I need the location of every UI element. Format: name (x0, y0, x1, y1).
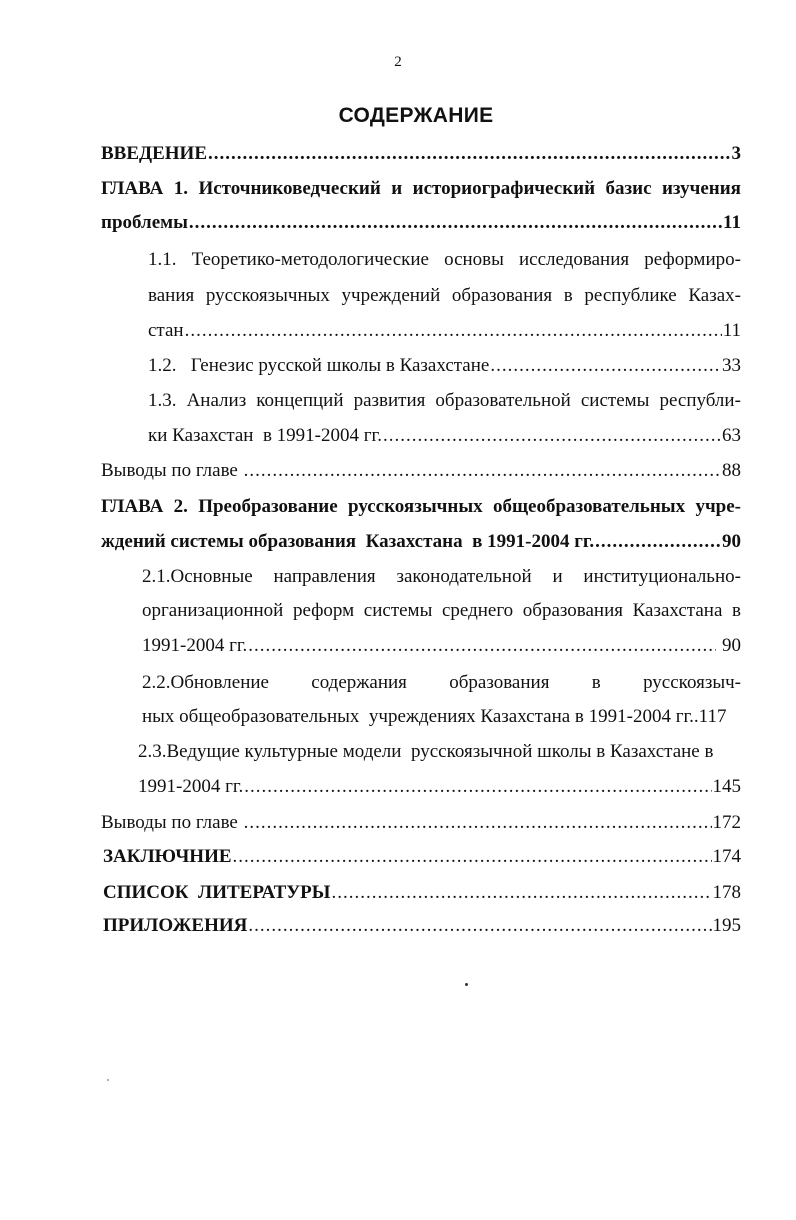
leader-dots (244, 812, 712, 834)
toc-label: ки Казахстан в 1991-2004 гг. (148, 425, 382, 446)
toc-entry-intro[interactable] (101, 143, 741, 169)
word: 2.1.Основные (142, 566, 253, 587)
toc-entry-conclusion[interactable] (103, 846, 741, 872)
word: законодательной (396, 566, 532, 587)
scan-speck (107, 1079, 109, 1081)
toc-entry-conclusions-2[interactable] (101, 812, 741, 838)
word: развития (353, 390, 426, 411)
word: республи- (659, 390, 741, 411)
word: основы (444, 249, 504, 270)
scan-speck (465, 983, 468, 986)
toc-page: 88 (722, 460, 741, 481)
leader-dots (244, 460, 721, 482)
word: реформ (292, 600, 355, 621)
leader-dots (248, 635, 716, 657)
toc-entry-1-1-line2[interactable] (148, 285, 741, 311)
toc-entry-1-3-line2[interactable] (148, 425, 741, 451)
word: Теоретико-методологические (191, 249, 429, 270)
word: вания (148, 285, 195, 306)
word: русскоязычных (348, 496, 483, 517)
word: в (731, 600, 741, 621)
word: среднего (441, 600, 514, 621)
word: 2.2.Обновление (142, 672, 269, 693)
toc-page: 172 (712, 812, 741, 833)
word: учре- (695, 496, 741, 517)
toc-entry-1-1-line1[interactable] (148, 249, 741, 275)
toc-label: ждений системы образования Казахстана в 1991-2004 гг. (101, 531, 595, 552)
word: 1.1. (148, 249, 177, 270)
toc-label: СПИСОК ЛИТЕРАТУРЫ (103, 882, 331, 903)
toc-label: 2.3.Ведущие культурные модели русскоязычной школы в Казахстане в (138, 741, 714, 762)
toc-entry-2-1-line1[interactable] (142, 566, 741, 592)
page-title: СОДЕРЖАНИЕ (338, 104, 494, 127)
word: Казах- (688, 285, 741, 306)
word: образования (522, 600, 624, 621)
word: системы (580, 390, 650, 411)
toc-page: 11 (723, 212, 741, 233)
word: 1. (173, 178, 188, 199)
leader-dots (595, 531, 721, 553)
toc-entry-2-1-line3[interactable] (142, 635, 741, 661)
toc-entry-2-3-line2[interactable] (138, 776, 741, 802)
word: историографический (412, 178, 596, 199)
word: ГЛАВА (101, 178, 164, 199)
word: концепций (256, 390, 344, 411)
word: русскоязыч- (643, 672, 741, 693)
leader-dots (244, 776, 711, 798)
word: общеобразовательных (493, 496, 686, 517)
word: Анализ (186, 390, 247, 411)
toc-entry-appendices[interactable] (103, 915, 741, 941)
word: системы (363, 600, 433, 621)
toc-label: ВВЕДЕНИЕ (101, 143, 207, 164)
toc-label: Выводы по главе (101, 460, 243, 481)
toc-entry-1-2[interactable] (148, 355, 741, 381)
word: образования (449, 672, 550, 693)
word: 2. (173, 496, 188, 517)
toc-label: ных общеобразовательных учреждениях Казахстана в 1991-2004 гг..117 (142, 706, 727, 727)
toc-entry-2-3-line1[interactable] (138, 741, 741, 767)
toc-entry-2-2-line2[interactable] (142, 706, 741, 732)
toc-page: 33 (722, 355, 741, 376)
word: в (591, 672, 601, 693)
word: организационной (142, 600, 284, 621)
leader-dots (248, 915, 711, 937)
toc-entry-conclusions-1[interactable] (101, 460, 741, 486)
page-number: 2 (394, 54, 402, 70)
toc-label: 1991-2004 гг. (142, 635, 248, 656)
toc-page: 90 (722, 531, 741, 552)
toc-label: проблемы (101, 212, 188, 233)
toc-page: 11 (722, 320, 741, 341)
toc-page: 3 (731, 143, 741, 164)
toc-label: стан (148, 320, 184, 341)
word: Казахстана (632, 600, 723, 621)
toc-label: Выводы по главе (101, 812, 243, 833)
word: русскоязычных (205, 285, 330, 306)
word: образовательной (435, 390, 571, 411)
toc-entry-1-3-line1[interactable] (148, 390, 741, 416)
toc-label: 1991-2004 гг. (138, 776, 244, 797)
word: республике (584, 285, 677, 306)
word: и (391, 178, 403, 199)
toc-entry-2-1-line2[interactable] (142, 600, 741, 626)
leader-dots (383, 425, 721, 447)
word: содержания (311, 672, 407, 693)
word: базис (605, 178, 652, 199)
toc-entry-chapter1-line1[interactable] (101, 178, 741, 204)
leader-dots (233, 846, 712, 868)
word: образования (451, 285, 553, 306)
toc-entry-chapter2-line1[interactable] (101, 496, 741, 522)
toc-page: 145 (712, 776, 741, 797)
leader-dots (208, 143, 731, 165)
toc-label: ПРИЛОЖЕНИЯ (103, 915, 248, 936)
leader-dots (331, 882, 711, 904)
toc-label: 1.2. Генезис русской школы в Казахстане (148, 355, 490, 376)
word: ГЛАВА (101, 496, 164, 517)
word: институционально- (583, 566, 741, 587)
word: Преобразование (198, 496, 338, 517)
word: 1.3. (148, 390, 177, 411)
toc-label: ЗАКЛЮЧНИЕ (103, 846, 232, 867)
word: и (552, 566, 563, 587)
toc-page: 174 (712, 846, 741, 867)
toc-page: 90 (717, 635, 741, 656)
word: Источниковедческий (198, 178, 381, 199)
toc-entry-chapter1-line2[interactable] (101, 212, 741, 238)
leader-dots (490, 355, 721, 377)
toc-page: 63 (722, 425, 741, 446)
word: исследования (519, 249, 630, 270)
toc-entry-references[interactable] (103, 882, 741, 908)
word: учреждений (341, 285, 441, 306)
leader-dots (185, 320, 722, 342)
word: изучения (661, 178, 741, 199)
toc-entry-1-1-line3[interactable] (148, 320, 741, 346)
toc-page: 178 (712, 882, 741, 903)
word: в (563, 285, 573, 306)
word: реформиро- (644, 249, 741, 270)
word: направления (273, 566, 376, 587)
leader-dots (189, 212, 722, 234)
toc-entry-2-2-line1[interactable] (142, 672, 741, 698)
toc-entry-chapter2-line2[interactable] (101, 531, 741, 557)
toc-page: 195 (712, 915, 741, 936)
